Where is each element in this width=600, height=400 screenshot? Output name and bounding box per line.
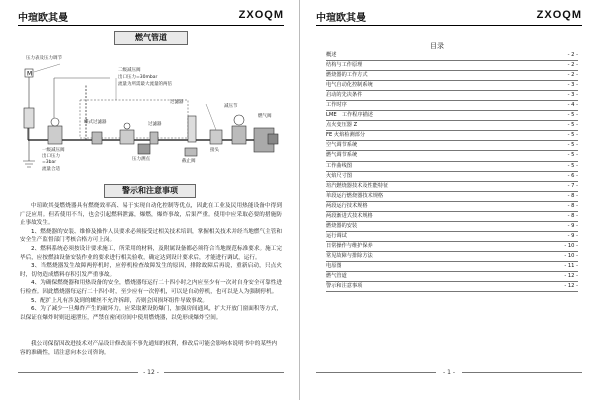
toc-entry[interactable] xyxy=(326,111,578,121)
toc-entry[interactable] xyxy=(326,262,578,272)
label-flow-meter: 流量合适 xyxy=(42,167,60,172)
intro-paragraph: 中瑄欧其曼燃烧器具有燃烧效率高、易于实现自动化控制等优点，因此在工业及民用热能设备中得到广泛应用。但若使用不当，也会引起燃料泄露，爆燃，爆炸事故，后果严重。使用中应采取必要的措施防止事故发生。 xyxy=(20,203,282,227)
gas-pipeline-diagram xyxy=(20,56,282,181)
brand-code: ZXOQM xyxy=(238,9,284,21)
toc-entry-label: 两段运行技术规格 xyxy=(326,202,368,209)
toc-entry-label: 瑄汽燃烧器技术及性能特征 xyxy=(326,182,389,189)
page-number: - 12 - xyxy=(143,369,159,376)
toc-entry[interactable] xyxy=(326,272,578,282)
toc-entry-page: - 5 - xyxy=(567,152,578,159)
rule-1: 1、燃烧器的安装、维修及操作人员要求必须接受过相关技术培训，掌握相关技术并经当地燃气主管和安全生产监督部门考核合格方可上岗。 xyxy=(20,228,282,244)
toc-entry-page: - 7 - xyxy=(567,182,578,189)
toc-entry-label: 启动的先决条件 xyxy=(326,92,363,99)
label-pressure-gauge: 压力测点 xyxy=(132,157,150,162)
toc-entry-label: 运行调试 xyxy=(326,232,347,239)
brand-name: 中瑄欧其曼 xyxy=(316,13,366,24)
label-reduce-node: 减压节 xyxy=(224,104,238,109)
toc-entry[interactable] xyxy=(326,252,578,262)
toc-entry-page: - 4 - xyxy=(567,102,578,109)
toc-entry[interactable] xyxy=(326,192,578,202)
label-first-reducer: 一级减压阀 xyxy=(42,148,65,153)
toc-entry[interactable] xyxy=(326,121,578,131)
svg-text:M: M xyxy=(27,70,33,78)
toc-entry-label: 常见故障与排除方法 xyxy=(326,252,373,259)
warning-body xyxy=(20,202,282,322)
warning-title: 警示和注意事项 xyxy=(104,184,196,198)
label-filter-main: 过滤器 xyxy=(170,100,184,105)
toc-entry-label: 燃烧器的工作方式 xyxy=(326,72,368,79)
toc-entry-page: - 9 - xyxy=(567,222,578,229)
toc-entry-page: - 3 - xyxy=(567,92,578,99)
toc-entry[interactable] xyxy=(326,81,578,91)
toc-entry-label: 火焰尺寸图 xyxy=(326,172,352,179)
toc-entry-label: 燃烧器的安装 xyxy=(326,222,358,229)
toc-entry[interactable] xyxy=(326,71,578,81)
table-of-contents xyxy=(326,51,578,292)
toc-entry[interactable] xyxy=(326,172,578,182)
toc-entry-label: 工作曲线图 xyxy=(326,162,352,169)
toc-entry-page: - 8 - xyxy=(567,212,578,219)
toc-entry[interactable] xyxy=(326,162,578,172)
toc-entry-label: 结构与工作原理 xyxy=(326,62,363,69)
header-rule xyxy=(316,25,582,26)
disclaimer-text: 我公司保留因改进技术对产品设计修改而不事先通知的权利，修改后可能会影响本说明书中的某些内容的准确性，请注意向本公司咨询。 xyxy=(20,341,278,356)
toc-entry-page: - 8 - xyxy=(567,192,578,199)
header-rule xyxy=(18,25,284,26)
footer-rule-right xyxy=(164,372,284,373)
toc-entry-label: 空气调节系统 xyxy=(326,142,358,149)
toc-entry-page: - 2 - xyxy=(567,62,578,69)
toc-entry-label: 概述 xyxy=(326,52,337,58)
rule-4: 4、为确保燃烧器和用热设备的安全，燃烧器每运行二十四小时之内应至少有一次对自身安全可靠性进行检查。因此燃烧器每运行二十四小时，至少应有一次停机，可以是自动停机，也可以是人为强制停机。 xyxy=(20,280,282,295)
toc-entry-label: 点火变压器 Z xyxy=(326,122,358,129)
toc-entry[interactable] xyxy=(326,232,578,242)
toc-entry[interactable] xyxy=(326,282,578,292)
brand-code: ZXOQM xyxy=(536,9,582,21)
toc-entry[interactable] xyxy=(326,222,578,232)
gas-pipeline-title: 燃气管道 xyxy=(114,31,188,45)
toc-entry-page: - 5 - xyxy=(567,162,578,169)
toc-entry-page: - 5 - xyxy=(567,122,578,129)
label-gauge-switch: 压力表及压力调节 xyxy=(26,56,62,61)
label-valve-note-2: 出口压力=30mbar xyxy=(118,75,158,80)
toc-entry-label: 日常操作与维护保养 xyxy=(326,242,373,249)
toc-entry[interactable] xyxy=(326,242,578,252)
toc-entry-page: - 2 - xyxy=(567,72,578,79)
label-gas-solenoid: 燃气阀 xyxy=(258,114,272,119)
toc-entry-page: - 9 - xyxy=(567,232,578,239)
toc-entry-label: FE 火焰检测部分 xyxy=(326,132,366,139)
label-first-outlet: 出口压力 xyxy=(42,154,60,159)
toc-entry-page: - 3 - xyxy=(567,82,578,89)
footer-rule-left xyxy=(18,372,138,373)
rule-5: 5、配扩上凡有涉及到的螺丝不允许拆卸，否则会因损坏组件导致事故。 xyxy=(31,297,208,304)
rule-3: 3、当燃烧器发生故障两停机时，应停机检查故障发生的原因，排除故障后再说，重新启动，只点火时，切勿造成燃料存积引发严重事故。 xyxy=(20,263,282,278)
toc-entry-label: 单段运行燃烧器技术规格 xyxy=(326,192,384,199)
toc-entry-label: 电气自动化控制系统 xyxy=(326,82,373,89)
toc-entry-page: - 8 - xyxy=(567,202,578,209)
toc-entry[interactable] xyxy=(326,202,578,212)
right-page xyxy=(300,0,600,400)
toc-entry[interactable] xyxy=(326,51,578,61)
toc-entry-page: - 12 - xyxy=(564,283,578,290)
toc-entry[interactable] xyxy=(326,91,578,101)
toc-entry[interactable] xyxy=(326,212,578,222)
toc-entry[interactable] xyxy=(326,151,578,161)
toc-entry[interactable] xyxy=(326,182,578,192)
toc-entry-page: - 5 - xyxy=(567,112,578,119)
label-filter2: 过滤器 xyxy=(148,122,162,127)
toc-entry-label: 燃气调节系统 xyxy=(326,152,358,159)
toc-entry-label: 电原图 xyxy=(326,262,342,269)
label-ball-valve: 蝶式过滤器 xyxy=(84,120,107,125)
toc-entry[interactable] xyxy=(326,61,578,71)
page-number: - 1 - xyxy=(443,369,455,376)
toc-entry-page: - 5 - xyxy=(567,142,578,149)
toc-entry-label: 工作时序 xyxy=(326,102,347,109)
label-valve-note-3: 流量为所需最大流量的两倍 xyxy=(118,82,172,87)
toc-entry[interactable] xyxy=(326,131,578,141)
page-header xyxy=(316,6,582,24)
label-blanking: 截止阀 xyxy=(182,159,196,164)
label-pressure-val: =3bar xyxy=(42,160,57,165)
toc-entry-label: 两段渐进式技术规格 xyxy=(326,212,373,219)
toc-entry-page: - 10 - xyxy=(564,242,578,249)
toc-entry-page: - 12 - xyxy=(564,273,578,280)
toc-entry[interactable] xyxy=(326,141,578,151)
footer-rule-right xyxy=(462,372,582,373)
rule-2: 2、燃料系统必须按设计要求施工，所采用的材料，及附属设备都必须符合当地规范标准要求。施工完毕后，应按燃油设备安装作业的要求进行相关验收，确定达到设计要求后，才能进行调试，运行。 xyxy=(20,245,282,261)
toc-entry-page: - 6 - xyxy=(567,172,578,179)
footer-rule-left xyxy=(316,372,436,373)
disclaimer xyxy=(20,340,282,357)
toc-entry-page: - 10 - xyxy=(564,252,578,259)
page-header xyxy=(18,6,284,24)
rule-6: 6、为了减少一旦爆炸产生的破坏力，应采取紧设防爆门，加强房间通风，扩大开放门窗面积等方式，以保证在爆炸时则迅速泄压，严禁在密闭房间中使用燃烧器，以免形成爆炸空间。 xyxy=(20,306,282,321)
toc-entry-page: - 2 - xyxy=(567,52,578,58)
toc-entry-label: 警示和注意事项 xyxy=(326,283,363,290)
label-connector: 接头 xyxy=(210,148,219,153)
toc-entry-page: - 11 - xyxy=(564,262,578,269)
label-valve-note-1: 二级减压阀 xyxy=(118,68,141,73)
toc-entry-label: LME 工作程序描述 xyxy=(326,112,373,119)
brand-name: 中瑄欧其曼 xyxy=(18,13,68,24)
toc-entry-label: 燃气管道 xyxy=(326,273,347,280)
toc-entry-page: - 5 - xyxy=(567,132,578,139)
toc-entry[interactable] xyxy=(326,101,578,111)
toc-title: 目录 xyxy=(430,42,444,50)
